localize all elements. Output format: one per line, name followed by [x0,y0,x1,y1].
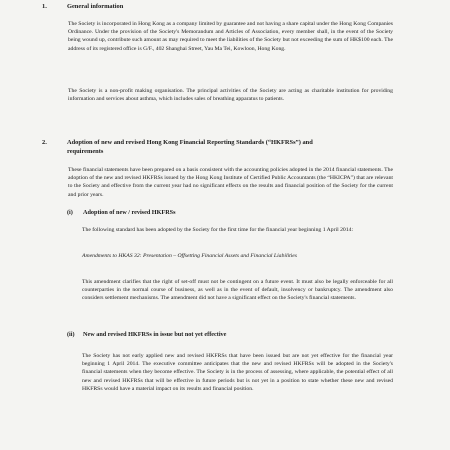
section-heading: requirements [67,148,104,155]
subsection-heading: New and revised HKFRSs in issue but not yet effective [83,331,227,338]
section-number: 2. [42,139,47,146]
paragraph: The Society has not early applied new and revised HKFRSs that have been issued but are not yet effective for the financial year beginning 1 April 2014. The executive committee anticipates that the new and revised HKFRSs will be adopted in the Society's financial statements when they become effective. The Society is in the process of assessing, where applicable, the potential effect of all new and revised HKFRSs that will be effective in future periods but is not yet in a position to state whether these new and revised HKFRSs would have a material impact on its results and financial position. [82,353,393,392]
paragraph: These financial statements have been prepared on a basis consistent with the accounting policies adopted in the 2014 financial statements. The adoption of the new and revised HKFRSs issued by the Hong Kong Institute of Certified Public Accountants (the “HKICPA”) that are relevant to the Society and effective from the current year had no significant effects on the results and financial position of the Society for the current and prior years. [68,167,393,198]
paragraph: The Society is incorporated in Hong Kong as a company limited by guarantee and not having a share capital under the Hong Kong Companies Ordinance. Under the provision of the Society's Memorandum and Articles of Association, every member shall, in the event of the Society being wound up, contribute such amount as may required to meet the liabilities of the Society but not exceeding the sum of HK$100 each. The address of its registered office is G/F., 402 Shanghai Street, Yau Ma Tei, Kowloon, Hong Kong. [68,21,393,52]
subsection-number: (ii) [67,331,75,338]
amendment-title: Amendments to HKAS 32: Presentation – Offsetting Financial Assets and Financial Liabilities [82,253,298,259]
section-heading: General information [67,3,124,10]
paragraph: This amendment clarifies that the right of set-off must not be contingent on a future event. It must also be legally enforceable for all counterparties in the normal course of business, as well as in the event of default, insolvency or bankruptcy. The amendment also considers settlement mechanisms. The amendment did not have a significant effect on the Society's financial statements. [82,279,393,302]
subsection-heading: Adoption of new / revised HKFRSs [83,209,176,216]
section-heading: Adoption of new and revised Hong Kong Financial Reporting Standards (“HKFRSs”) and [67,139,313,146]
subsection-number: (i) [67,209,73,216]
paragraph: The following standard has been adopted by the Society for the first time for the financial year beginning 1 April 2014: [82,227,354,233]
section-number: 1. [42,3,47,10]
paragraph: The Society is a non-profit making organisation. The principal activities of the Society are acting as charitable institution for providing information and services about asthma, which includes sales of breathing apparatus to patients. [68,88,393,103]
